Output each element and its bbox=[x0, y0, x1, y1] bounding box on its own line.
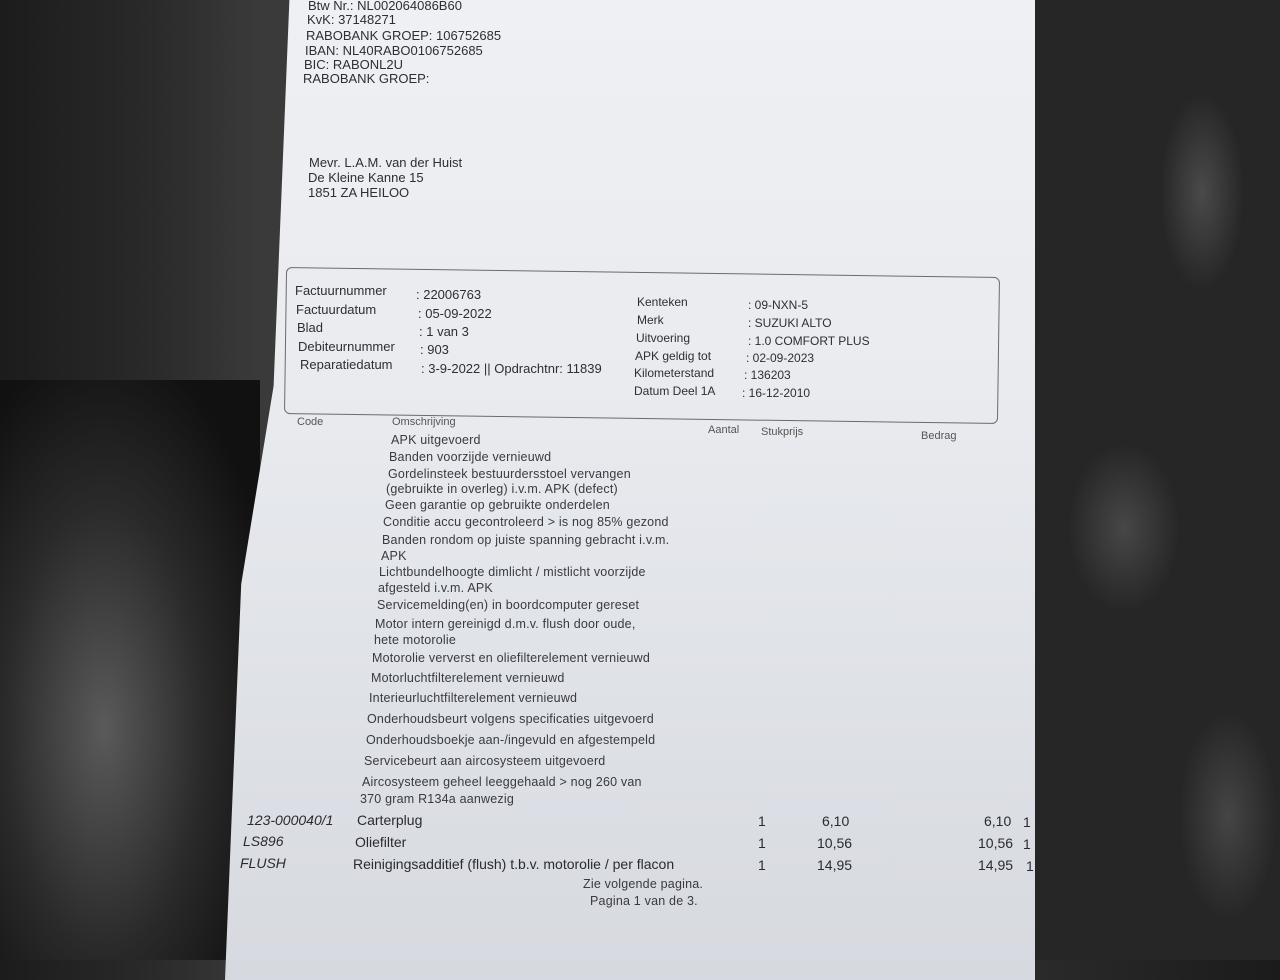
vehicle-label: Merk bbox=[637, 313, 664, 327]
btw-number: Btw Nr.: NL002064086B60 bbox=[308, 0, 462, 13]
invoice-value: : 3-9-2022 || Opdrachtnr: 11839 bbox=[421, 361, 602, 376]
description-line: Banden rondom op juiste spanning gebracht i.v.m. bbox=[382, 533, 670, 547]
kvk-number: KvK: 37148271 bbox=[307, 12, 396, 27]
description-line: APK uitgevoerd bbox=[391, 433, 481, 447]
next-page-note: Zie volgende pagina. bbox=[583, 877, 704, 891]
item-amount: 14,95 bbox=[978, 857, 1014, 873]
invoice-paper bbox=[225, 0, 1035, 980]
invoice-label: Factuurdatum bbox=[296, 302, 377, 317]
item-amount: 6,10 bbox=[984, 813, 1012, 829]
column-omschrijving: Omschrijving bbox=[392, 416, 456, 428]
invoice-label: Factuurnummer bbox=[295, 283, 387, 298]
vehicle-value: : 136203 bbox=[744, 368, 791, 382]
item-unit-price: 6,10 bbox=[822, 813, 850, 829]
description-line: (gebruikte in overleg) i.v.m. APK (defect) bbox=[386, 482, 618, 496]
customer-street: De Kleine Kanne 15 bbox=[308, 170, 424, 185]
vehicle-value: : 09-NXN-5 bbox=[748, 298, 809, 312]
item-description: Oliefilter bbox=[355, 834, 407, 850]
description-line: afgesteld i.v.m. APK bbox=[378, 581, 493, 595]
column-stukprijs: Stukprijs bbox=[761, 426, 804, 438]
page-indicator: Pagina 1 van de 3. bbox=[590, 894, 698, 908]
description-line: Interieurluchtfilterelement vernieuwd bbox=[369, 691, 578, 705]
vehicle-value: : 16-12-2010 bbox=[742, 386, 811, 400]
item-vat-code: 1 bbox=[1023, 814, 1031, 830]
car-seat-pattern bbox=[1020, 0, 1280, 960]
item-description: Carterplug bbox=[357, 812, 423, 828]
item-unit-price: 10,56 bbox=[817, 835, 853, 851]
description-line: Servicebeurt aan aircosysteem uitgevoerd bbox=[364, 754, 606, 768]
item-unit-price: 14,95 bbox=[817, 857, 853, 873]
description-line: Onderhoudsbeurt volgens specificaties uitgevoerd bbox=[367, 712, 654, 726]
vehicle-label: Kilometerstand bbox=[634, 366, 715, 380]
description-line: Onderhoudsboekje aan-/ingevuld en afgestempeld bbox=[366, 733, 656, 747]
item-quantity: 1 bbox=[758, 857, 766, 873]
column-aantal: Aantal bbox=[708, 424, 740, 436]
description-line: Banden voorzijde vernieuwd bbox=[389, 450, 552, 464]
column-code: Code bbox=[297, 416, 324, 428]
invoice-value: : 903 bbox=[420, 342, 449, 357]
car-seat-left bbox=[0, 380, 260, 960]
vehicle-label: Uitvoering bbox=[636, 331, 691, 345]
customer-city: 1851 ZA HEILOO bbox=[308, 185, 410, 200]
invoice-label: Reparatiedatum bbox=[300, 357, 393, 372]
description-line: 370 gram R134a aanwezig bbox=[360, 792, 515, 806]
vehicle-value: : 1.0 COMFORT PLUS bbox=[748, 334, 870, 348]
description-line: APK bbox=[381, 549, 407, 563]
description-line: Servicemelding(en) in boordcomputer gereset bbox=[377, 598, 640, 612]
description-line: Motorolie ververst en oliefilterelement vernieuwd bbox=[372, 651, 650, 665]
invoice-label: Blad bbox=[297, 320, 324, 335]
item-vat-code: 1 bbox=[1023, 836, 1031, 852]
iban: IBAN: NL40RABO0106752685 bbox=[305, 43, 483, 58]
description-line: Conditie accu gecontroleerd > is nog 85% gezond bbox=[383, 515, 669, 529]
invoice-value: : 05-09-2022 bbox=[418, 306, 492, 321]
description-line: Geen garantie op gebruikte onderdelen bbox=[385, 498, 610, 512]
customer-name: Mevr. L.A.M. van der Huist bbox=[309, 155, 463, 170]
item-amount: 10,56 bbox=[978, 835, 1014, 851]
bank-account-2: RABOBANK GROEP: bbox=[303, 71, 430, 86]
item-quantity: 1 bbox=[758, 835, 766, 851]
description-line: Motor intern gereinigd d.m.v. flush door oude, bbox=[375, 617, 636, 631]
item-quantity: 1 bbox=[758, 813, 766, 829]
item-code: LS896 bbox=[243, 833, 284, 849]
item-code: FLUSH bbox=[240, 855, 286, 871]
bic: BIC: RABONL2U bbox=[304, 57, 403, 72]
description-line: hete motorolie bbox=[374, 633, 457, 647]
description-line: Motorluchtfilterelement vernieuwd bbox=[371, 671, 565, 685]
vehicle-label: APK geldig tot bbox=[635, 349, 712, 363]
bank-account: RABOBANK GROEP: 106752685 bbox=[306, 28, 502, 43]
item-vat-code: 1 bbox=[1026, 858, 1034, 874]
column-bedrag: Bedrag bbox=[921, 430, 957, 442]
description-line: Lichtbundelhoogte dimlicht / mistlicht voorzijde bbox=[379, 565, 646, 579]
invoice-value: : 1 van 3 bbox=[419, 324, 469, 339]
vehicle-value: : SUZUKI ALTO bbox=[748, 316, 832, 330]
description-line: Gordelinsteek bestuurdersstoel vervangen bbox=[388, 467, 631, 481]
item-description: Reinigingsadditief (flush) t.b.v. motorolie / per flacon bbox=[353, 856, 675, 872]
vehicle-label: Kenteken bbox=[637, 295, 688, 309]
invoice-label: Debiteurnummer bbox=[298, 339, 395, 354]
vehicle-value: : 02-09-2023 bbox=[746, 351, 815, 365]
vehicle-label: Datum Deel 1A bbox=[634, 384, 716, 398]
description-line: Aircosysteem geheel leeggehaald > nog 260 van bbox=[362, 775, 642, 789]
item-code: 123-000040/1 bbox=[247, 812, 334, 828]
invoice-value: : 22006763 bbox=[416, 287, 482, 302]
